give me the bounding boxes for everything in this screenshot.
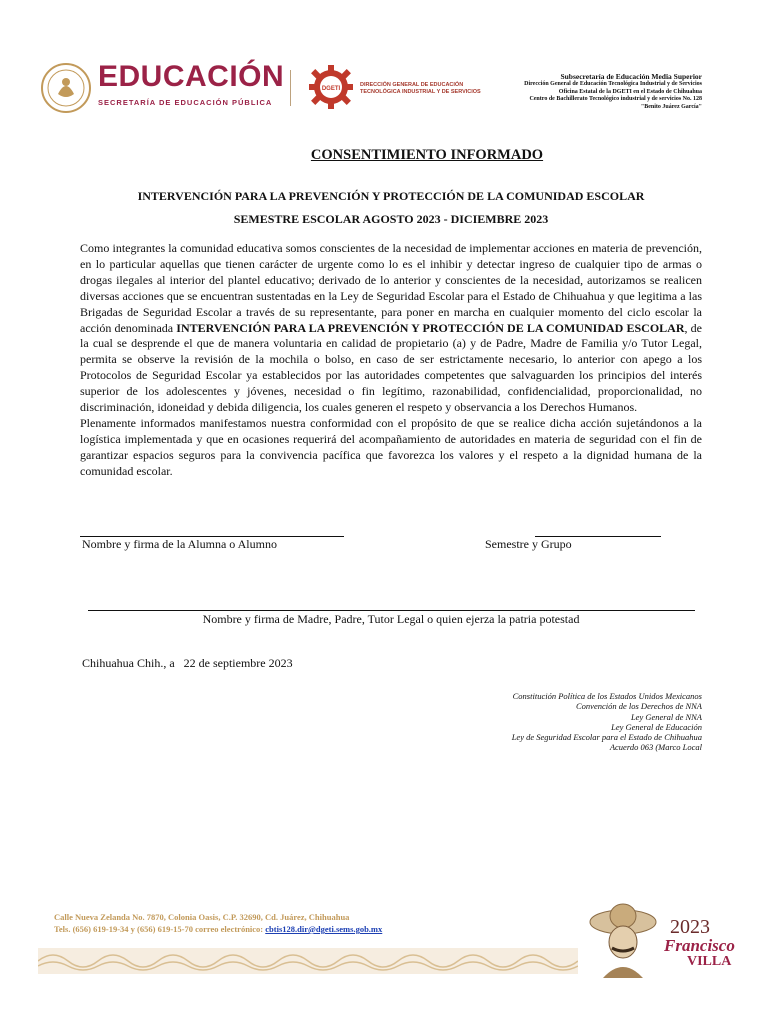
institution-line: "Benito Juárez García" [640,103,702,110]
group-label: Semestre y Grupo [485,537,572,551]
dgeti-badge-text: DGETI [321,86,341,92]
decorative-band-icon [38,948,578,974]
francisco-villa-portrait-icon [588,900,658,978]
law-item: Convención de los Derechos de NNA [576,701,702,712]
mexico-seal-icon [40,62,92,114]
legal-references [512,691,702,753]
institution-line: Dirección General de Educación Tecnológica Industrial y de Servicios [524,81,702,87]
place-date: Chihuahua Chih., a 22 de septiembre 2023 [82,656,293,670]
year-label: 2023 [670,916,710,938]
dgeti-line: TECNOLÓGICA INDUSTRIAL Y DE SERVICIOS [360,89,481,95]
consent-paragraph-2: Plenamente informados manifestamos nuestra conformidad con el propósito de que se realice dicha acción sujetándonos a la logística implementada y que en ocasiones requerirá del acompañamiento de autoridades en materia de seguridad con el fin de garantizar espacios seguros para la convivencia pacífica que favorezca los valores y el respeto a la dignidad humana de la comunidad escolar. [80,415,702,478]
consent-paragraph-1 [80,241,702,416]
institution-line: Subsecretaría de Educación Media Superior [560,72,702,81]
dgeti-line: DIRECCIÓN GENERAL DE EDUCACIÓN [360,82,464,88]
law-item: Constitución Política de los Estados Unidos Mexicanos [512,691,702,701]
paragraph-text: , de la cual se desprende el que de manera voluntaria en calidad de propietario (a) y de Padre, Madre de Familia y/o Tutor Legal, permita se observe la revisión de la mochila o bolso, en caso de ser estrictamente necesario, lo anterior con apego a los Protocolos de Seguridad Escolar ya establecidos por las autoridades competentes que salvaguarden los principios del interés superior de los adolescentes y jóvenes, necesidad o fin legítimo, razonabilidad, confidencialidad, proporcionalidad, no discriminación, idoneidad y debida diligencia, los cuales generen el respeto y observancia a los Derechos Humanos. [80,320,702,415]
dgeti-gear-logo-icon [308,64,354,110]
year-name-villa: VILLA [687,954,732,969]
parent-signature-label: Nombre y firma de Madre, Padre, Tutor Legal o quien ejerza la patria potestad [202,612,580,626]
institution-line: Centro de Bachillerato Tecnológico industrial y de servicios No. 128 [529,96,702,102]
student-signature-label: Nombre y firma de la Alumna o Alumno [82,537,277,551]
parent-signature-line [88,610,695,611]
sep-subtitle: SECRETARÍA DE EDUCACIÓN PÚBLICA [98,98,273,107]
document-subtitle: INTERVENCIÓN PARA LA PREVENCIÓN Y PROTECCIÓN DE LA COMUNIDAD ESCOLAR [137,189,645,203]
year-name-francisco: Francisco [664,936,735,955]
consent-body [80,241,702,480]
paragraph-bold-text: INTERVENCIÓN PARA LA PREVENCIÓN Y PROTECCIÓN DE LA COMUNIDAD ESCOLAR [176,320,685,335]
document-title: CONSENTIMIENTO INFORMADO [310,147,544,163]
law-item: Acuerdo 063 (Marco Local [609,742,702,753]
dgeti-text [360,82,481,96]
law-item: Ley General de Educación [611,721,702,732]
footer-phones: Tels. (656) 619-19-34 y (656) 619-15-70 correo electrónico: [54,924,266,934]
footer-contact [54,924,382,934]
footer-email-link[interactable]: cbtis128.dir@dgeti.sems.gob.mx [265,924,383,934]
law-item: Ley de Seguridad Escolar para el Estado de Chihuahua [511,732,702,743]
footer-address: Calle Nueva Zelanda No. 7870, Colonia Oasis, C.P. 32690, Cd. Juárez, Chihuahua [54,912,350,922]
institution-line: Oficina Estatal de la DGETI en el Estado de Chihuahua [558,88,702,95]
institution-block [524,72,702,111]
semester-subtitle: SEMESTRE ESCOLAR AGOSTO 2023 - DICIEMBRE 2023 [233,212,549,226]
paragraph-text: Como integrantes la comunidad educativa somos conscientes de la necesidad de implementar acciones en materia de prevención, en lo particular aquellas que tienen carácter de urgente como lo es el inhibir y detectar ingreso de cualquier tipo de armas o drogas ilegales al interior del plantel educativo; derivado de lo anterior y conscientes de la necesidad, autorizamos se realicen diversas acciones que se encuentran sustentadas en la Ley de Seguridad Escolar para el Estado de Chihuahua y que legitima a las Brigadas de Seguridad Escolar a través de su representante, para poner en marcha en cualquier momento del ciclo escolar la acción denominada [80,241,702,335]
law-item: Ley General de NNA [630,711,702,722]
education-wordmark: EDUCACIÓN [98,60,285,93]
header-divider [290,70,291,106]
